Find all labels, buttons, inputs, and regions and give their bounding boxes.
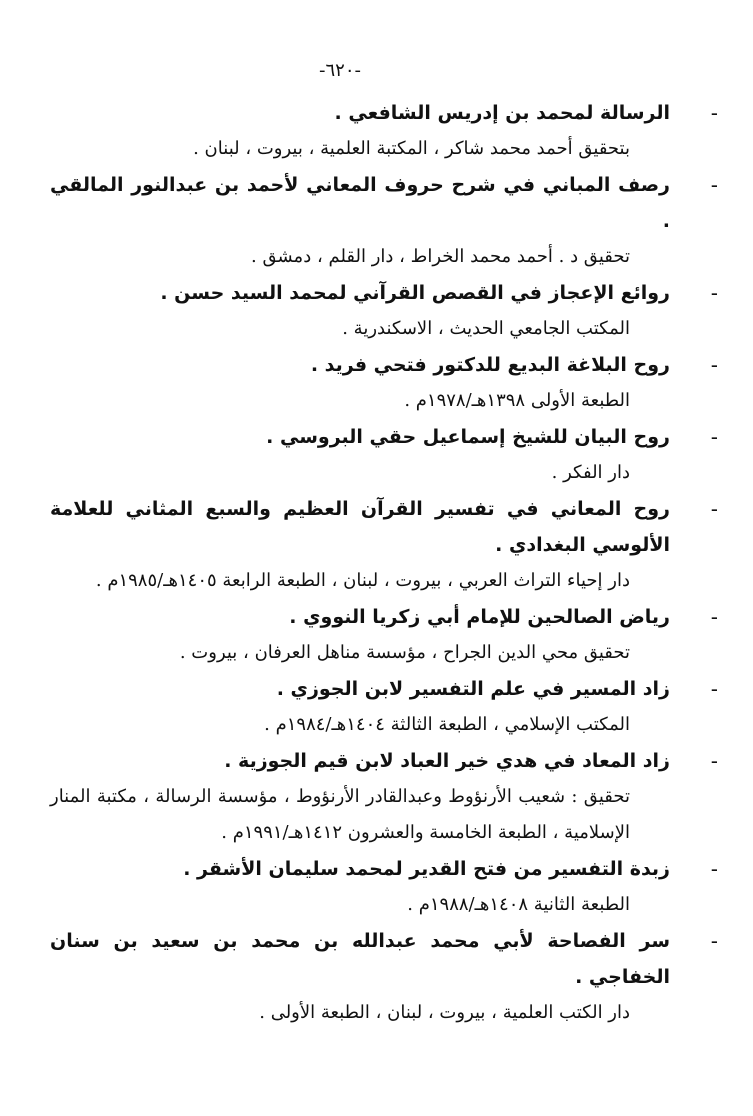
entry-title: روائع الإعجاز في القصص القرآني لمحمد السيد حسن .: [160, 282, 670, 304]
bibliography-entry: [50, 923, 718, 1031]
entry-title: زبدة التفسير من فتح القدير لمحمد سليمان الأشقر .: [183, 858, 670, 880]
bibliography-entry: [50, 491, 718, 599]
bibliography-entry: [50, 599, 718, 671]
entry-title: روح المعاني في تفسير القرآن العظيم والسبع المثاني للعلامة الألوسي البغدادي .: [50, 498, 670, 556]
entry-marker: -: [710, 101, 718, 125]
bibliography-entry: [50, 743, 718, 851]
entry-marker: -: [710, 605, 718, 629]
bibliography-entry: [50, 671, 718, 743]
entry-title: روح البلاغة البديع للدكتور فتحي فريد .: [310, 354, 670, 376]
entry-marker: -: [710, 281, 718, 305]
entry-title: روح البيان للشيخ إسماعيل حقي البروسي .: [266, 426, 670, 448]
bibliography-entry: [50, 419, 718, 491]
entry-details: دار إحياء التراث العربي ، بيروت ، لبنان ، الطبعة الرابعة ١٤٠٥هـ/١٩٨٥م .: [95, 570, 630, 591]
entry-details: تحقيق : شعيب الأرنؤوط وعبدالقادر الأرنؤوط ، مؤسسة الرسالة ، مكتبة المنار الإسلامية ، الطبعة الخامسة والعشرون ١٤١٢هـ/١٩٩١م .: [50, 786, 630, 843]
entry-details: تحقيق د . أحمد محمد الخراط ، دار القلم ، دمشق .: [251, 246, 630, 267]
entry-marker: -: [710, 497, 718, 521]
page-number: -٦٢٠-: [318, 60, 361, 81]
entry-marker: -: [710, 857, 718, 881]
entry-marker: -: [710, 353, 718, 377]
entry-title: رياض الصالحين للإمام أبي زكريا النووي .: [289, 606, 670, 628]
bibliography-entry: [50, 167, 718, 275]
entry-details: دار الكتب العلمية ، بيروت ، لبنان ، الطبعة الأولى .: [259, 1002, 630, 1023]
bibliography-entry: [50, 347, 718, 419]
entry-marker: -: [710, 425, 718, 449]
bibliography-list: [50, 95, 718, 1031]
entry-details: بتحقيق أحمد محمد شاكر ، المكتبة العلمية ، بيروت ، لبنان .: [193, 138, 630, 159]
bibliography-entry: [50, 95, 718, 167]
entry-marker: -: [710, 929, 718, 953]
entry-title: زاد المسير في علم التفسير لابن الجوزي .: [276, 678, 670, 700]
entry-details: تحقيق محي الدين الجراح ، مؤسسة مناهل العرفان ، بيروت .: [179, 642, 630, 663]
bibliography-entry: [50, 275, 718, 347]
entry-marker: -: [710, 749, 718, 773]
entry-title: رصف المباني في شرح حروف المعاني لأحمد بن عبدالنور المالقي .: [50, 174, 670, 232]
entry-title: الرسالة لمحمد بن إدريس الشافعي .: [334, 102, 670, 124]
entry-details: المكتب الإسلامي ، الطبعة الثالثة ١٤٠٤هـ/١٩٨٤م .: [264, 714, 630, 735]
entry-marker: -: [710, 677, 718, 701]
entry-details: دار الفكر .: [551, 462, 630, 483]
bibliography-entry: [50, 851, 718, 923]
entry-details: المكتب الجامعي الحديث ، الاسكندرية .: [342, 318, 630, 339]
entry-title: زاد المعاد في هدي خير العباد لابن قيم الجوزية .: [224, 750, 670, 772]
entry-details: الطبعة الثانية ١٤٠٨هـ/١٩٨٨م .: [407, 894, 630, 915]
entry-title: سر الفصاحة لأبي محمد عبدالله بن محمد بن سعيد بن سنان الخفاجي .: [50, 930, 670, 988]
entry-details: الطبعة الأولى ١٣٩٨هـ/١٩٧٨م .: [404, 390, 630, 411]
entry-marker: -: [710, 173, 718, 197]
